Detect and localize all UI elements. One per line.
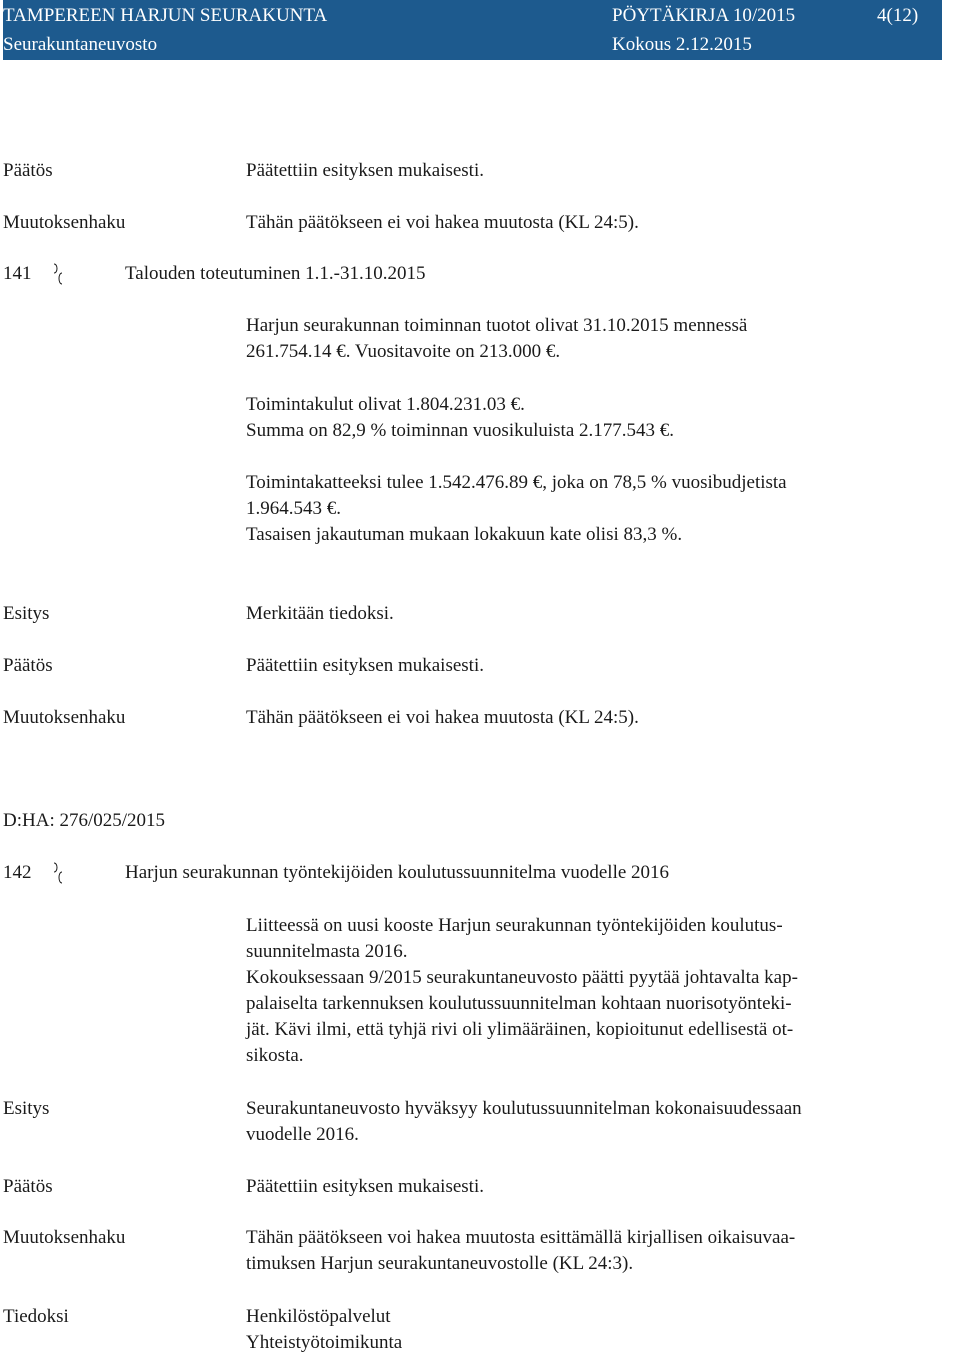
page-header <box>3 0 942 60</box>
body-line: Harjun seurakunnan toiminnan tuotot olivat 31.10.2015 mennessä <box>246 315 748 336</box>
section-title: Talouden toteutuminen 1.1.-31.10.2015 <box>125 263 426 284</box>
label-muutoksenhaku: Muutoksenhaku <box>3 1227 126 1248</box>
text-esitys-line: Seurakuntaneuvosto hyväksyy koulutussuunnitelman kokonaisuudessaan <box>246 1098 802 1119</box>
section-number: 141 <box>3 263 32 284</box>
text-muutoksenhaku-line: Tähän päätökseen voi hakea muutosta esittämällä kirjallisen oikaisuvaa- <box>246 1227 796 1248</box>
label-esitys: Esitys <box>3 603 50 624</box>
text-esitys: Merkitään tiedoksi. <box>246 603 394 624</box>
header-body-name: Seurakuntaneuvosto <box>3 34 158 55</box>
text-paatos: Päätettiin esityksen mukaisesti. <box>246 160 484 181</box>
text-tiedoksi-line: Yhteistyötoimikunta <box>246 1332 403 1353</box>
body-line: Summa on 82,9 % toiminnan vuosikuluista 2.177.543 €. <box>246 420 675 441</box>
body-line: 261.754.14 €. Vuositavoite on 213.000 €. <box>246 341 561 362</box>
body-line: Tasaisen jakautuman mukaan lokakuun kate olisi 83,3 %. <box>246 524 683 545</box>
body-line: palaiselta tarkennuksen koulutussuunnitelman kohtaan nuorisotyönteki- <box>246 993 792 1014</box>
header-document-title: PÖYTÄKIRJA 10/2015 <box>612 5 796 26</box>
body-line: sikosta. <box>246 1045 304 1066</box>
label-esitys: Esitys <box>3 1098 50 1119</box>
label-paatos: Päätös <box>3 1176 53 1197</box>
section-sign-icon <box>52 860 64 886</box>
label-tiedoksi: Tiedoksi <box>3 1306 69 1327</box>
label-paatos: Päätös <box>3 160 53 181</box>
section-number: 142 <box>3 862 32 883</box>
section-sign-icon <box>52 261 64 287</box>
body-line: Kokouksessaan 9/2015 seurakuntaneuvosto päätti pyytää johtavalta kap- <box>246 967 798 988</box>
text-paatos: Päätettiin esityksen mukaisesti. <box>246 1176 484 1197</box>
header-page-number: 4(12) <box>877 5 919 26</box>
text-esitys-line: vuodelle 2016. <box>246 1124 359 1145</box>
text-muutoksenhaku: Tähän päätökseen ei voi hakea muutosta (KL 24:5). <box>246 707 639 728</box>
body-line: Toimintakatteeksi tulee 1.542.476.89 €, joka on 78,5 % vuosibudjetista <box>246 472 787 493</box>
header-meeting-date: Kokous 2.12.2015 <box>612 34 752 55</box>
body-line: Liitteessä on uusi kooste Harjun seurakunnan työntekijöiden koulutus- <box>246 915 783 936</box>
label-muutoksenhaku: Muutoksenhaku <box>3 212 126 233</box>
text-muutoksenhaku-line: timuksen Harjun seurakuntaneuvostolle (KL 24:3). <box>246 1253 634 1274</box>
body-line: Toimintakulut olivat 1.804.231.03 €. <box>246 394 525 415</box>
header-organization: TAMPEREEN HARJUN SEURAKUNTA <box>3 5 328 26</box>
body-line: suunnitelmasta 2016. <box>246 941 408 962</box>
label-paatos: Päätös <box>3 655 53 676</box>
text-tiedoksi-line: Henkilöstöpalvelut <box>246 1306 391 1327</box>
body-line: jät. Kävi ilmi, että tyhjä rivi oli ylimääräinen, kopioitunut edellisestä ot- <box>246 1019 794 1040</box>
diary-number: D:HA: 276/025/2015 <box>3 810 166 831</box>
text-paatos: Päätettiin esityksen mukaisesti. <box>246 655 484 676</box>
text-muutoksenhaku: Tähän päätökseen ei voi hakea muutosta (KL 24:5). <box>246 212 639 233</box>
label-muutoksenhaku: Muutoksenhaku <box>3 707 126 728</box>
section-title: Harjun seurakunnan työntekijöiden koulutussuunnitelma vuodelle 2016 <box>125 862 670 883</box>
body-line: 1.964.543 €. <box>246 498 341 519</box>
